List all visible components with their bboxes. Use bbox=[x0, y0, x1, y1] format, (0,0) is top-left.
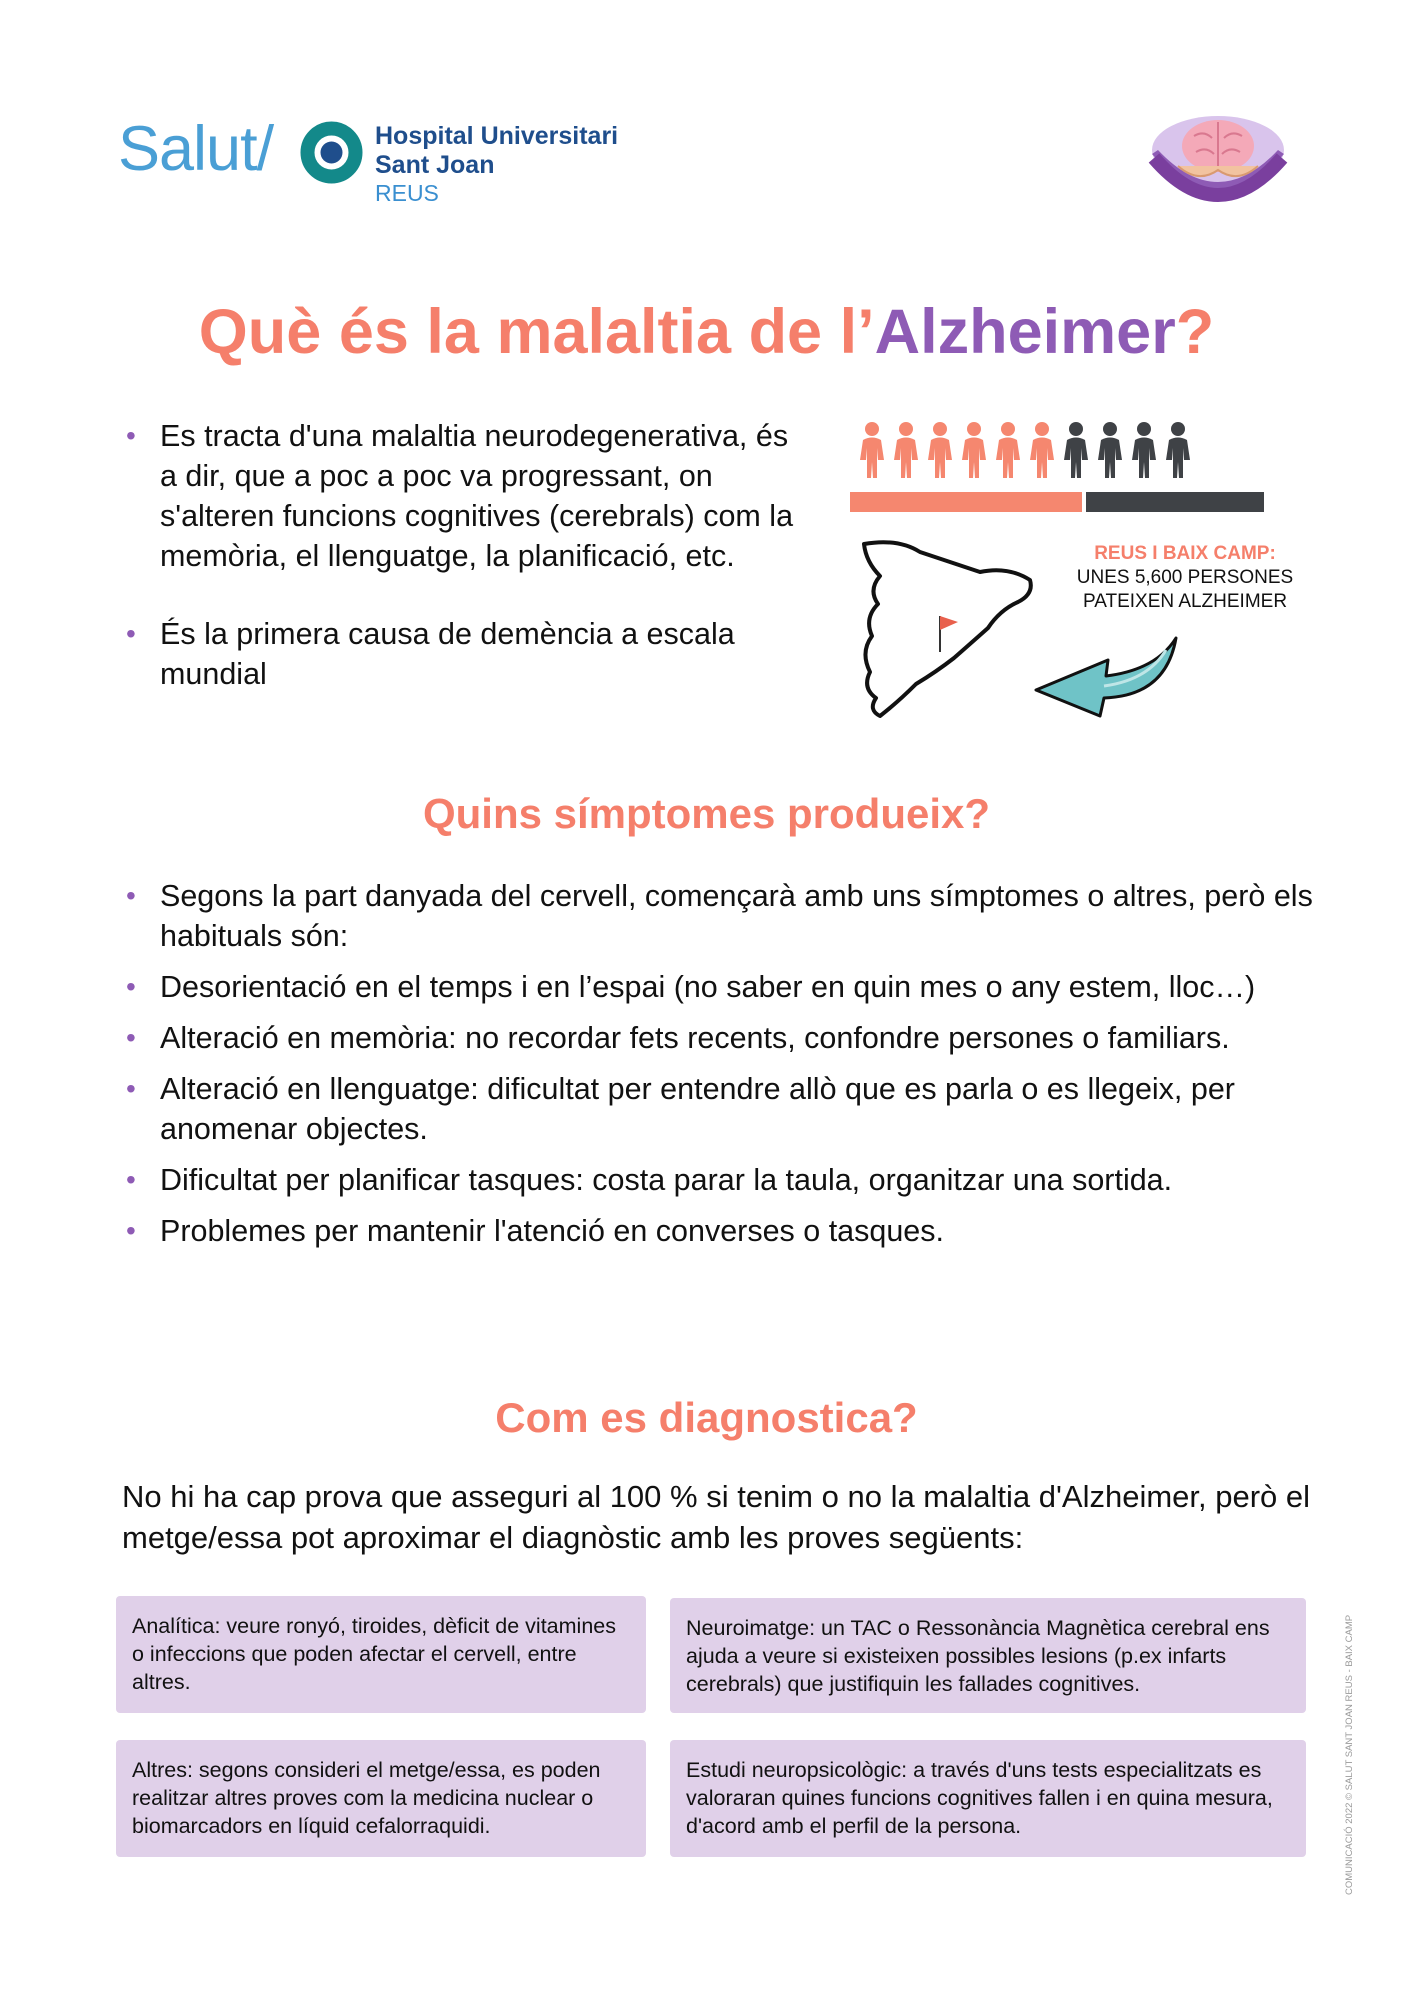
page-title bbox=[0, 296, 1413, 368]
symptom-item: • Desorientació en el temps i en l’espai (no saber en quin mes o any estem, lloc…) bbox=[122, 967, 1322, 1007]
person-icon bbox=[1132, 422, 1156, 478]
intro-item: • Es tracta d'una malaltia neurodegenerativa, és a dir, que a poc a poc va progressant, on s'alteren funcions cognitives (cerebrals) com la memòria, el llenguatge, la planificació, etc. bbox=[122, 416, 802, 576]
people-infographic bbox=[850, 420, 1270, 512]
title-part2: Alzheimer bbox=[874, 297, 1176, 367]
symptoms-title: Quins símptomes produeix? bbox=[422, 790, 991, 837]
highlight-bar bbox=[850, 492, 1082, 512]
stat-line: PATEIXEN ALZHEIMER bbox=[1082, 591, 1288, 612]
symptom-item: • Problemes per mantenir l'atenció en converses o tasques. bbox=[122, 1211, 1322, 1251]
credit-text: COMUNICACIÓ 2022 © SALUT SANT JOAN REUS - BAIX CAMP bbox=[1344, 1614, 1355, 1895]
title-part3: ? bbox=[1175, 297, 1215, 367]
person-icon bbox=[1030, 422, 1054, 478]
stat-line: UNES 5,600 PERSONES bbox=[1076, 567, 1294, 588]
person-icon bbox=[860, 422, 884, 478]
card-altres: Altres: segons consideri el metge/essa, es poden realitzar altres proves com la medicina nuclear o biomarcadors en líquid cefalorraquidi. bbox=[116, 1740, 646, 1857]
stat-title: REUS I BAIX CAMP: bbox=[1094, 543, 1276, 564]
symptom-item: • Alteració en memòria: no recordar fets recents, confondre persones o familiars. bbox=[122, 1018, 1322, 1058]
person-icon bbox=[928, 422, 952, 478]
diagnosis-title: Com es diagnostica? bbox=[495, 1394, 918, 1441]
symptom-item: • Dificultat per planificar tasques: costa parar la taula, organitzar una sortida. bbox=[122, 1160, 1322, 1200]
symptom-item: • Alteració en llenguatge: dificultat per entendre allò que es parla o es llegeix, per anomenar objectes. bbox=[122, 1069, 1322, 1149]
hospital-name-line1: Hospital Universitari bbox=[375, 122, 619, 150]
side-credit bbox=[1342, 1614, 1356, 1895]
stat-box bbox=[1050, 542, 1320, 614]
arrow-icon bbox=[1016, 630, 1186, 720]
hospital-name bbox=[375, 122, 618, 180]
card-neuroimatge: Neuroimatge: un TAC o Ressonància Magnètica cerebral ens ajuda a veure si existeixen possibles lesions (p.ex infarts cerebrals) que justifiquin les fallades cognitives. bbox=[670, 1598, 1306, 1713]
symptom-item: • Segons la part danyada del cervell, començarà amb uns símptomes o altres, però els habituals són: bbox=[122, 876, 1322, 956]
person-icon bbox=[962, 422, 986, 478]
world-alzheimers-day-logo bbox=[1138, 104, 1298, 214]
dark-bar bbox=[1086, 492, 1264, 512]
hospital-city: REUS bbox=[375, 180, 439, 206]
title-part1: Què és la malaltia de l’ bbox=[198, 297, 875, 367]
hospital-logo-icon bbox=[300, 121, 363, 184]
salut-logo: Salut/ bbox=[118, 114, 274, 184]
hospital-name-line2: Sant Joan bbox=[375, 151, 495, 179]
intro-item: • És la primera causa de demència a escala mundial bbox=[122, 614, 802, 694]
person-icon bbox=[894, 422, 918, 478]
person-icon bbox=[1064, 422, 1088, 478]
person-icon bbox=[996, 422, 1020, 478]
card-neuropsicologic: Estudi neuropsicològic: a través d'uns tests especialitzats es valoraran quines funcions cognitives fallen i en quina mesura, d'acord amb el perfil de la persona. bbox=[670, 1740, 1306, 1857]
card-analitica: Analítica: veure ronyó, tiroides, dèficit de vitamines o infeccions que poden afectar el cervell, entre altres. bbox=[116, 1596, 646, 1713]
person-icon bbox=[1098, 422, 1122, 478]
person-icon bbox=[1166, 422, 1190, 478]
diagnosis-intro: No hi ha cap prova que asseguri al 100 % si tenim o no la malaltia d'Alzheimer, però el metge/essa pot aproximar el diagnòstic amb les proves següents: bbox=[122, 1479, 1311, 1555]
intro-list bbox=[122, 416, 802, 732]
symptoms-list bbox=[122, 876, 1322, 1262]
catalonia-map-icon bbox=[858, 532, 1038, 722]
